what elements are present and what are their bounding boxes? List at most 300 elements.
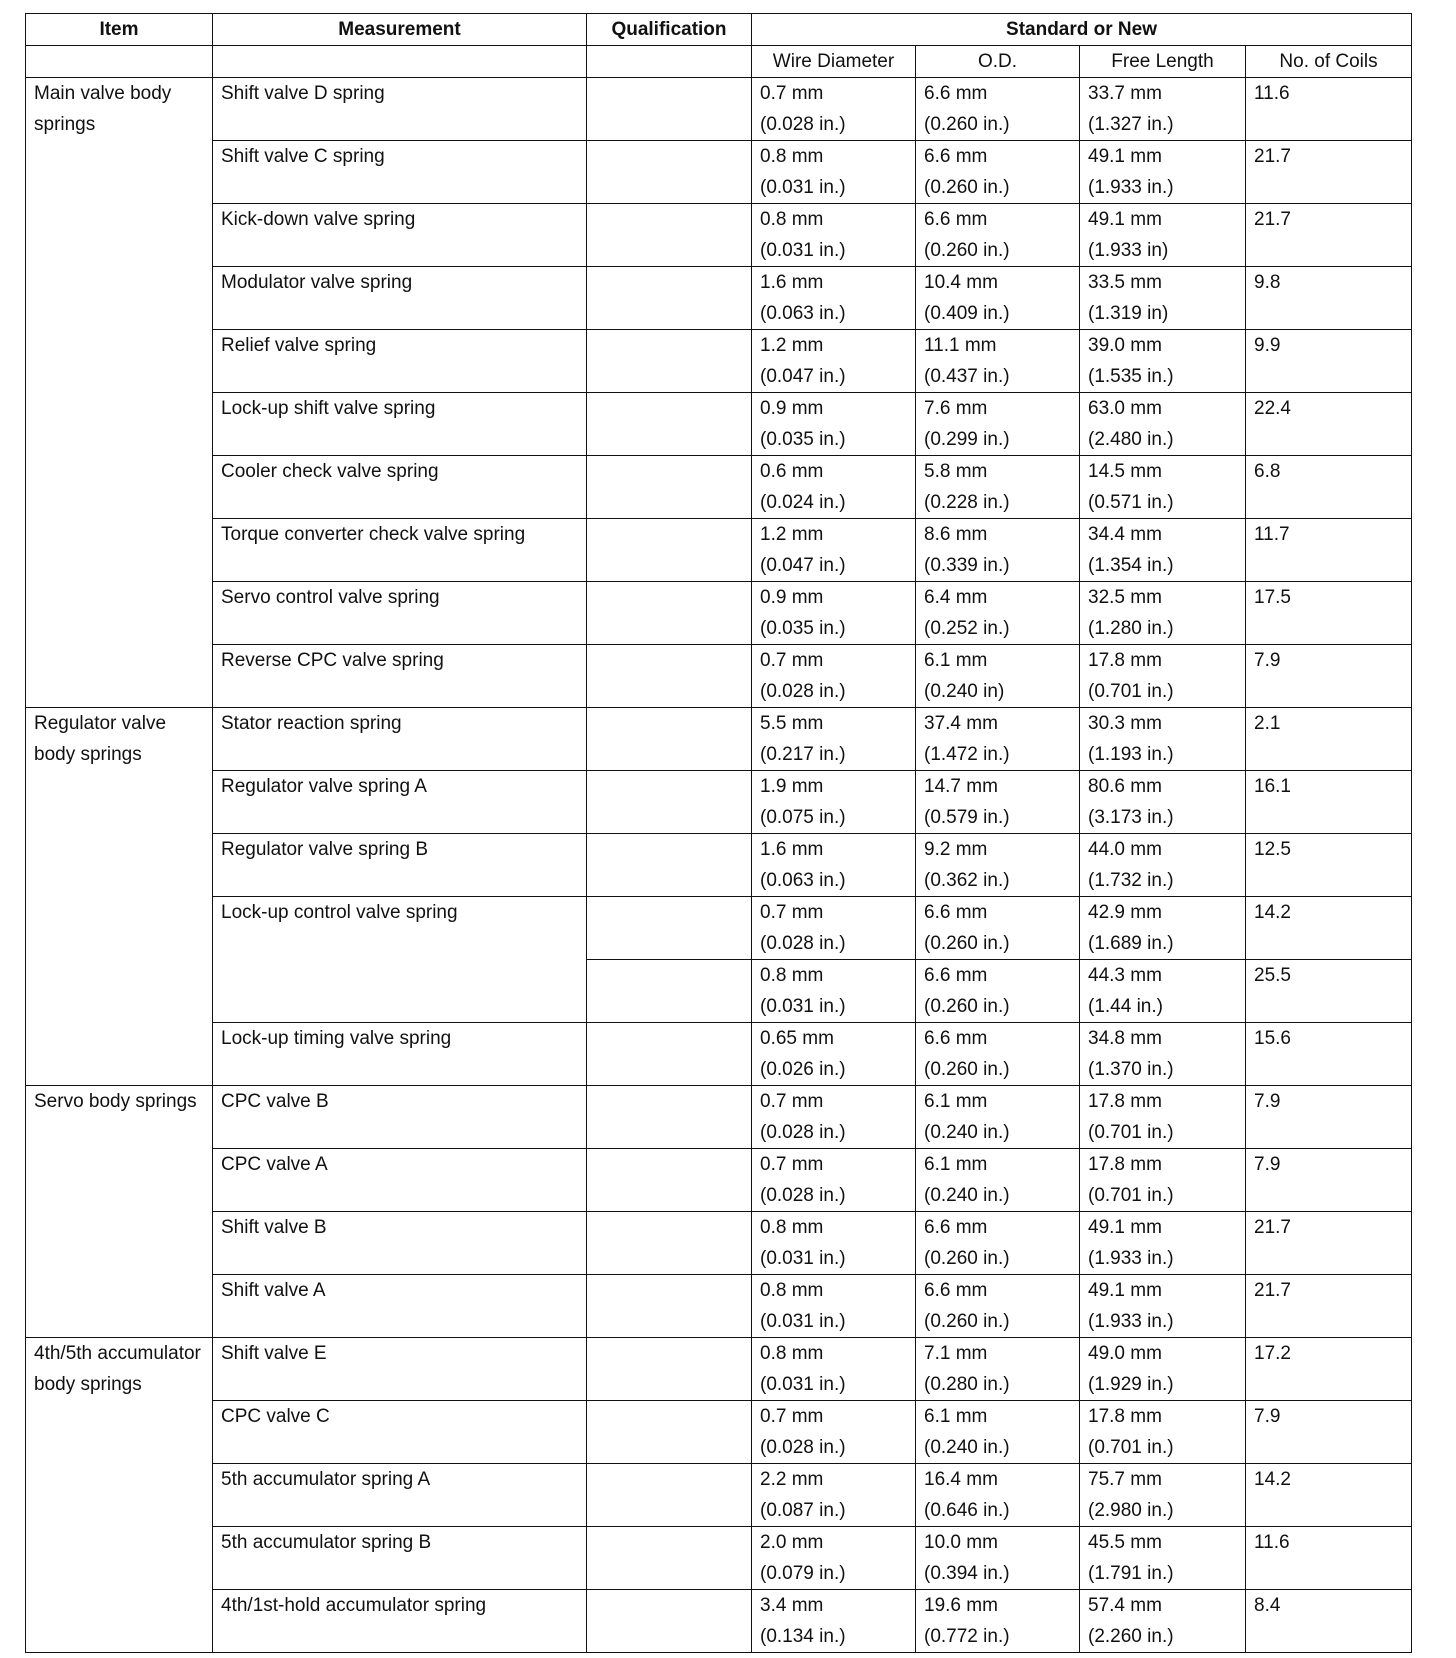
value-inches: (0.134 in.)	[760, 1626, 846, 1647]
od-cell	[916, 456, 1080, 519]
measurement-cell: Cooler check valve spring	[213, 456, 587, 519]
value-mm: 49.1 mm	[1088, 209, 1162, 230]
qualification-cell	[587, 1338, 752, 1401]
free-length-cell	[1080, 960, 1246, 1023]
od-cell	[916, 393, 1080, 456]
value-mm: 49.1 mm	[1088, 146, 1162, 167]
qualification-cell	[587, 267, 752, 330]
value-mm: 17.8 mm	[1088, 650, 1162, 671]
value-inches: (0.240 in)	[924, 681, 1005, 702]
value-inches: (0.252 in.)	[924, 618, 1010, 639]
value-inches: (0.260 in.)	[924, 996, 1010, 1017]
coils-cell: 17.2	[1246, 1338, 1412, 1401]
value-inches: (1.732 in.)	[1088, 870, 1174, 891]
value-inches: (1.472 in.)	[924, 744, 1010, 765]
od-cell	[916, 519, 1080, 582]
measurement-cell: Shift valve D spring	[213, 78, 587, 141]
value-inches: (2.980 in.)	[1088, 1500, 1174, 1521]
measurement-cell: Shift valve B	[213, 1212, 587, 1275]
value-inches: (0.571 in.)	[1088, 492, 1174, 513]
qualification-cell	[587, 771, 752, 834]
coils-cell: 12.5	[1246, 834, 1412, 897]
value-mm: 17.8 mm	[1088, 1091, 1162, 1112]
coils-cell: 17.5	[1246, 582, 1412, 645]
value-inches: (0.260 in.)	[924, 114, 1010, 135]
value-mm: 45.5 mm	[1088, 1532, 1162, 1553]
wire-diameter-cell	[752, 708, 916, 771]
value-mm: 0.7 mm	[760, 1091, 824, 1112]
value-mm: 44.0 mm	[1088, 839, 1162, 860]
value-inches: (0.079 in.)	[760, 1563, 846, 1584]
header-qualification: Qualification	[587, 14, 752, 46]
value-inches: (1.689 in.)	[1088, 933, 1174, 954]
free-length-cell	[1080, 1401, 1246, 1464]
qualification-cell	[587, 141, 752, 204]
value-inches: (1.933 in.)	[1088, 1248, 1174, 1269]
value-mm: 0.8 mm	[760, 1280, 824, 1301]
value-mm: 49.0 mm	[1088, 1343, 1162, 1364]
wire-diameter-cell	[752, 1590, 916, 1653]
wire-diameter-cell	[752, 1149, 916, 1212]
value-inches: (0.362 in.)	[924, 870, 1010, 891]
value-inches: (0.031 in.)	[760, 1374, 846, 1395]
value-inches: (1.193 in.)	[1088, 744, 1174, 765]
wire-diameter-cell	[752, 771, 916, 834]
od-cell	[916, 330, 1080, 393]
value-inches: (0.701 in.)	[1088, 1185, 1174, 1206]
od-cell	[916, 582, 1080, 645]
qualification-cell	[587, 1464, 752, 1527]
measurement-cell: 5th accumulator spring A	[213, 1464, 587, 1527]
value-inches: (0.028 in.)	[760, 1122, 846, 1143]
value-mm: 6.6 mm	[924, 146, 988, 167]
coils-cell: 7.9	[1246, 1086, 1412, 1149]
value-mm: 1.6 mm	[760, 272, 824, 293]
value-inches: (0.260 in.)	[924, 933, 1010, 954]
value-inches: (0.063 in.)	[760, 303, 846, 324]
value-inches: (1.933 in.)	[1088, 1311, 1174, 1332]
value-inches: (2.260 in.)	[1088, 1626, 1174, 1647]
value-inches: (0.260 in.)	[924, 1311, 1010, 1332]
od-cell	[916, 960, 1080, 1023]
free-length-cell	[1080, 1338, 1246, 1401]
value-mm: 34.8 mm	[1088, 1028, 1162, 1049]
value-mm: 2.2 mm	[760, 1469, 824, 1490]
table-row	[26, 456, 1412, 519]
coils-cell: 22.4	[1246, 393, 1412, 456]
value-inches: (0.028 in.)	[760, 933, 846, 954]
value-mm: 0.7 mm	[760, 83, 824, 104]
value-mm: 0.65 mm	[760, 1028, 834, 1049]
measurement-cell: 4th/1st-hold accumulator spring	[213, 1590, 587, 1653]
value-inches: (1.791 in.)	[1088, 1563, 1174, 1584]
free-length-cell	[1080, 1212, 1246, 1275]
measurement-cell: Shift valve A	[213, 1275, 587, 1338]
measurement-cell: Stator reaction spring	[213, 708, 587, 771]
value-mm: 0.7 mm	[760, 1406, 824, 1427]
wire-diameter-cell	[752, 1527, 916, 1590]
value-inches: (0.063 in.)	[760, 870, 846, 891]
od-cell	[916, 204, 1080, 267]
value-mm: 0.7 mm	[760, 650, 824, 671]
qualification-cell	[587, 645, 752, 708]
wire-diameter-cell	[752, 1401, 916, 1464]
item-group: Servo body springs	[26, 1086, 213, 1338]
table-row	[26, 708, 1412, 771]
value-inches: (0.217 in.)	[760, 744, 846, 765]
table-row	[26, 1212, 1412, 1275]
value-inches: (1.280 in.)	[1088, 618, 1174, 639]
coils-cell: 9.9	[1246, 330, 1412, 393]
value-inches: (0.437 in.)	[924, 366, 1010, 387]
value-inches: (0.299 in.)	[924, 429, 1010, 450]
value-inches: (1.44 in.)	[1088, 996, 1163, 1017]
free-length-cell	[1080, 78, 1246, 141]
subheader-coils: No. of Coils	[1246, 46, 1412, 78]
value-inches: (0.028 in.)	[760, 1437, 846, 1458]
value-mm: 10.4 mm	[924, 272, 998, 293]
measurement-cell: CPC valve B	[213, 1086, 587, 1149]
qualification-cell	[587, 330, 752, 393]
coils-cell: 14.2	[1246, 897, 1412, 960]
value-inches: (0.031 in.)	[760, 1248, 846, 1269]
free-length-cell	[1080, 519, 1246, 582]
table-row	[26, 1401, 1412, 1464]
value-inches: (1.933 in.)	[1088, 177, 1174, 198]
value-inches: (0.087 in.)	[760, 1500, 846, 1521]
value-inches: (1.319 in)	[1088, 303, 1169, 324]
coils-cell: 25.5	[1246, 960, 1412, 1023]
header-item: Item	[26, 14, 213, 46]
free-length-cell	[1080, 582, 1246, 645]
table-row	[26, 645, 1412, 708]
value-mm: 0.9 mm	[760, 398, 824, 419]
value-mm: 14.5 mm	[1088, 461, 1162, 482]
value-mm: 0.9 mm	[760, 587, 824, 608]
table-row	[26, 204, 1412, 267]
wire-diameter-cell	[752, 960, 916, 1023]
coils-cell: 14.2	[1246, 1464, 1412, 1527]
wire-diameter-cell	[752, 645, 916, 708]
value-inches: (0.260 in.)	[924, 1059, 1010, 1080]
coils-cell: 7.9	[1246, 1401, 1412, 1464]
table-row	[26, 141, 1412, 204]
free-length-cell	[1080, 1275, 1246, 1338]
value-mm: 6.6 mm	[924, 1028, 988, 1049]
value-mm: 7.6 mm	[924, 398, 988, 419]
od-cell	[916, 1464, 1080, 1527]
free-length-cell	[1080, 141, 1246, 204]
subheader-od: O.D.	[916, 46, 1080, 78]
value-mm: 49.1 mm	[1088, 1217, 1162, 1238]
qualification-cell	[587, 1212, 752, 1275]
value-mm: 6.4 mm	[924, 587, 988, 608]
item-group: 4th/5th accumulator body springs	[26, 1338, 213, 1653]
value-mm: 0.8 mm	[760, 146, 824, 167]
spring-spec-table	[25, 13, 1412, 1653]
measurement-cell: Modulator valve spring	[213, 267, 587, 330]
value-inches: (0.047 in.)	[760, 555, 846, 576]
coils-cell: 7.9	[1246, 1149, 1412, 1212]
value-mm: 1.9 mm	[760, 776, 824, 797]
value-inches: (0.394 in.)	[924, 1563, 1010, 1584]
subheader-wire-diameter: Wire Diameter	[752, 46, 916, 78]
coils-cell: 11.6	[1246, 78, 1412, 141]
coils-cell: 7.9	[1246, 645, 1412, 708]
subheader-row	[26, 46, 1412, 78]
qualification-cell	[587, 1086, 752, 1149]
value-mm: 6.6 mm	[924, 209, 988, 230]
value-mm: 6.1 mm	[924, 1091, 988, 1112]
value-mm: 63.0 mm	[1088, 398, 1162, 419]
value-mm: 39.0 mm	[1088, 335, 1162, 356]
wire-diameter-cell	[752, 1464, 916, 1527]
wire-diameter-cell	[752, 1023, 916, 1086]
value-inches: (0.024 in.)	[760, 492, 846, 513]
value-inches: (0.260 in.)	[924, 177, 1010, 198]
qualification-cell	[587, 78, 752, 141]
value-inches: (0.035 in.)	[760, 429, 846, 450]
coils-cell: 21.7	[1246, 141, 1412, 204]
free-length-cell	[1080, 204, 1246, 267]
coils-cell: 21.7	[1246, 1212, 1412, 1275]
free-length-cell	[1080, 1464, 1246, 1527]
subheader-free-length: Free Length	[1080, 46, 1246, 78]
qualification-cell	[587, 960, 752, 1023]
value-mm: 6.1 mm	[924, 650, 988, 671]
od-cell	[916, 1023, 1080, 1086]
header-row	[26, 14, 1412, 46]
value-inches: (0.240 in.)	[924, 1122, 1010, 1143]
value-inches: (1.933 in)	[1088, 240, 1169, 261]
free-length-cell	[1080, 1149, 1246, 1212]
value-mm: 10.0 mm	[924, 1532, 998, 1553]
wire-diameter-cell	[752, 519, 916, 582]
value-inches: (0.228 in.)	[924, 492, 1010, 513]
od-cell	[916, 1212, 1080, 1275]
measurement-cell: Regulator valve spring A	[213, 771, 587, 834]
table-row	[26, 1464, 1412, 1527]
measurement-cell: 5th accumulator spring B	[213, 1527, 587, 1590]
od-cell	[916, 1338, 1080, 1401]
value-inches: (0.579 in.)	[924, 807, 1010, 828]
header-measurement: Measurement	[213, 14, 587, 46]
od-cell	[916, 897, 1080, 960]
value-mm: 14.7 mm	[924, 776, 998, 797]
measurement-cell: Shift valve E	[213, 1338, 587, 1401]
table-row	[26, 1023, 1412, 1086]
header-standard: Standard or New	[752, 14, 1412, 46]
wire-diameter-cell	[752, 456, 916, 519]
table-row	[26, 519, 1412, 582]
table-row	[26, 1590, 1412, 1653]
coils-cell: 11.7	[1246, 519, 1412, 582]
value-inches: (0.240 in.)	[924, 1185, 1010, 1206]
value-mm: 0.8 mm	[760, 1217, 824, 1238]
qualification-cell	[587, 1527, 752, 1590]
value-inches: (0.701 in.)	[1088, 681, 1174, 702]
od-cell	[916, 834, 1080, 897]
od-cell	[916, 708, 1080, 771]
coils-cell: 6.8	[1246, 456, 1412, 519]
measurement-cell: Lock-up timing valve spring	[213, 1023, 587, 1086]
measurement-cell: Kick-down valve spring	[213, 204, 587, 267]
value-mm: 8.6 mm	[924, 524, 988, 545]
value-mm: 11.1 mm	[924, 335, 997, 356]
value-mm: 0.8 mm	[760, 209, 824, 230]
od-cell	[916, 1527, 1080, 1590]
value-mm: 0.8 mm	[760, 1343, 824, 1364]
measurement-cell: CPC valve A	[213, 1149, 587, 1212]
value-inches: (0.260 in.)	[924, 1248, 1010, 1269]
value-inches: (0.047 in.)	[760, 366, 846, 387]
measurement-cell: Lock-up shift valve spring	[213, 393, 587, 456]
value-mm: 0.7 mm	[760, 1154, 824, 1175]
qualification-cell	[587, 582, 752, 645]
measurement-cell: Servo control valve spring	[213, 582, 587, 645]
wire-diameter-cell	[752, 330, 916, 393]
table-row	[26, 78, 1412, 141]
value-inches: (0.260 in.)	[924, 240, 1010, 261]
qualification-cell	[587, 1149, 752, 1212]
value-mm: 6.6 mm	[924, 1280, 988, 1301]
coils-cell: 21.7	[1246, 204, 1412, 267]
qualification-cell	[587, 1023, 752, 1086]
value-inches: (2.480 in.)	[1088, 429, 1174, 450]
qualification-cell	[587, 393, 752, 456]
value-inches: (0.031 in.)	[760, 240, 846, 261]
value-inches: (0.701 in.)	[1088, 1122, 1174, 1143]
value-mm: 33.5 mm	[1088, 272, 1162, 293]
value-inches: (0.240 in.)	[924, 1437, 1010, 1458]
qualification-cell	[587, 708, 752, 771]
value-mm: 34.4 mm	[1088, 524, 1162, 545]
coils-cell: 21.7	[1246, 1275, 1412, 1338]
free-length-cell	[1080, 1527, 1246, 1590]
value-inches: (0.075 in.)	[760, 807, 846, 828]
value-inches: (1.327 in.)	[1088, 114, 1174, 135]
table-row	[26, 834, 1412, 897]
value-mm: 0.6 mm	[760, 461, 824, 482]
od-cell	[916, 1590, 1080, 1653]
od-cell	[916, 1401, 1080, 1464]
free-length-cell	[1080, 1086, 1246, 1149]
qualification-cell	[587, 1590, 752, 1653]
table-row	[26, 1338, 1412, 1401]
value-inches: (0.339 in.)	[924, 555, 1010, 576]
value-inches: (0.026 in.)	[760, 1059, 846, 1080]
value-mm: 17.8 mm	[1088, 1154, 1162, 1175]
wire-diameter-cell	[752, 1275, 916, 1338]
free-length-cell	[1080, 708, 1246, 771]
value-inches: (0.028 in.)	[760, 114, 846, 135]
value-mm: 44.3 mm	[1088, 965, 1162, 986]
table-row	[26, 330, 1412, 393]
measurement-cell: Lock-up control valve spring	[213, 897, 587, 1023]
wire-diameter-cell	[752, 582, 916, 645]
value-inches: (3.173 in.)	[1088, 807, 1174, 828]
value-mm: 49.1 mm	[1088, 1280, 1162, 1301]
free-length-cell	[1080, 897, 1246, 960]
value-inches: (0.031 in.)	[760, 1311, 846, 1332]
value-inches: (0.701 in.)	[1088, 1437, 1174, 1458]
value-mm: 9.2 mm	[924, 839, 988, 860]
item-group: Regulator valve body springs	[26, 708, 213, 1086]
value-inches: (1.370 in.)	[1088, 1059, 1174, 1080]
value-inches: (0.280 in.)	[924, 1374, 1010, 1395]
free-length-cell	[1080, 771, 1246, 834]
wire-diameter-cell	[752, 1338, 916, 1401]
free-length-cell	[1080, 645, 1246, 708]
value-mm: 6.1 mm	[924, 1406, 988, 1427]
value-mm: 33.7 mm	[1088, 83, 1162, 104]
measurement-cell: Reverse CPC valve spring	[213, 645, 587, 708]
value-mm: 80.6 mm	[1088, 776, 1162, 797]
value-mm: 30.3 mm	[1088, 713, 1162, 734]
od-cell	[916, 1275, 1080, 1338]
qualification-cell	[587, 456, 752, 519]
value-mm: 42.9 mm	[1088, 902, 1162, 923]
qualification-cell	[587, 204, 752, 267]
value-mm: 6.6 mm	[924, 83, 988, 104]
measurement-cell: CPC valve C	[213, 1401, 587, 1464]
table-row	[26, 897, 1412, 960]
table-row	[26, 771, 1412, 834]
qualification-cell	[587, 1401, 752, 1464]
coils-cell: 2.1	[1246, 708, 1412, 771]
od-cell	[916, 1086, 1080, 1149]
value-inches: (1.929 in.)	[1088, 1374, 1174, 1395]
measurement-cell: Regulator valve spring B	[213, 834, 587, 897]
value-mm: 2.0 mm	[760, 1532, 824, 1553]
wire-diameter-cell	[752, 267, 916, 330]
value-inches: (0.772 in.)	[924, 1626, 1010, 1647]
free-length-cell	[1080, 330, 1246, 393]
value-mm: 0.7 mm	[760, 902, 824, 923]
value-inches: (1.535 in.)	[1088, 366, 1174, 387]
value-mm: 6.6 mm	[924, 965, 988, 986]
free-length-cell	[1080, 1023, 1246, 1086]
qualification-cell	[587, 834, 752, 897]
od-cell	[916, 267, 1080, 330]
value-mm: 19.6 mm	[924, 1595, 998, 1616]
coils-cell: 9.8	[1246, 267, 1412, 330]
value-mm: 17.8 mm	[1088, 1406, 1162, 1427]
value-mm: 0.8 mm	[760, 965, 824, 986]
value-inches: (0.031 in.)	[760, 177, 846, 198]
value-inches: (0.409 in.)	[924, 303, 1010, 324]
wire-diameter-cell	[752, 141, 916, 204]
table-row	[26, 1149, 1412, 1212]
value-inches: (0.031 in.)	[760, 996, 846, 1017]
value-mm: 16.4 mm	[924, 1469, 998, 1490]
measurement-cell: Shift valve C spring	[213, 141, 587, 204]
free-length-cell	[1080, 456, 1246, 519]
value-mm: 6.1 mm	[924, 1154, 988, 1175]
wire-diameter-cell	[752, 1212, 916, 1275]
table-row	[26, 267, 1412, 330]
od-cell	[916, 141, 1080, 204]
value-mm: 5.5 mm	[760, 713, 824, 734]
value-mm: 75.7 mm	[1088, 1469, 1162, 1490]
measurement-cell: Torque converter check valve spring	[213, 519, 587, 582]
value-mm: 3.4 mm	[760, 1595, 824, 1616]
coils-cell: 11.6	[1246, 1527, 1412, 1590]
table-row	[26, 393, 1412, 456]
wire-diameter-cell	[752, 204, 916, 267]
item-group: Main valve body springs	[26, 78, 213, 708]
value-inches: (1.354 in.)	[1088, 555, 1174, 576]
